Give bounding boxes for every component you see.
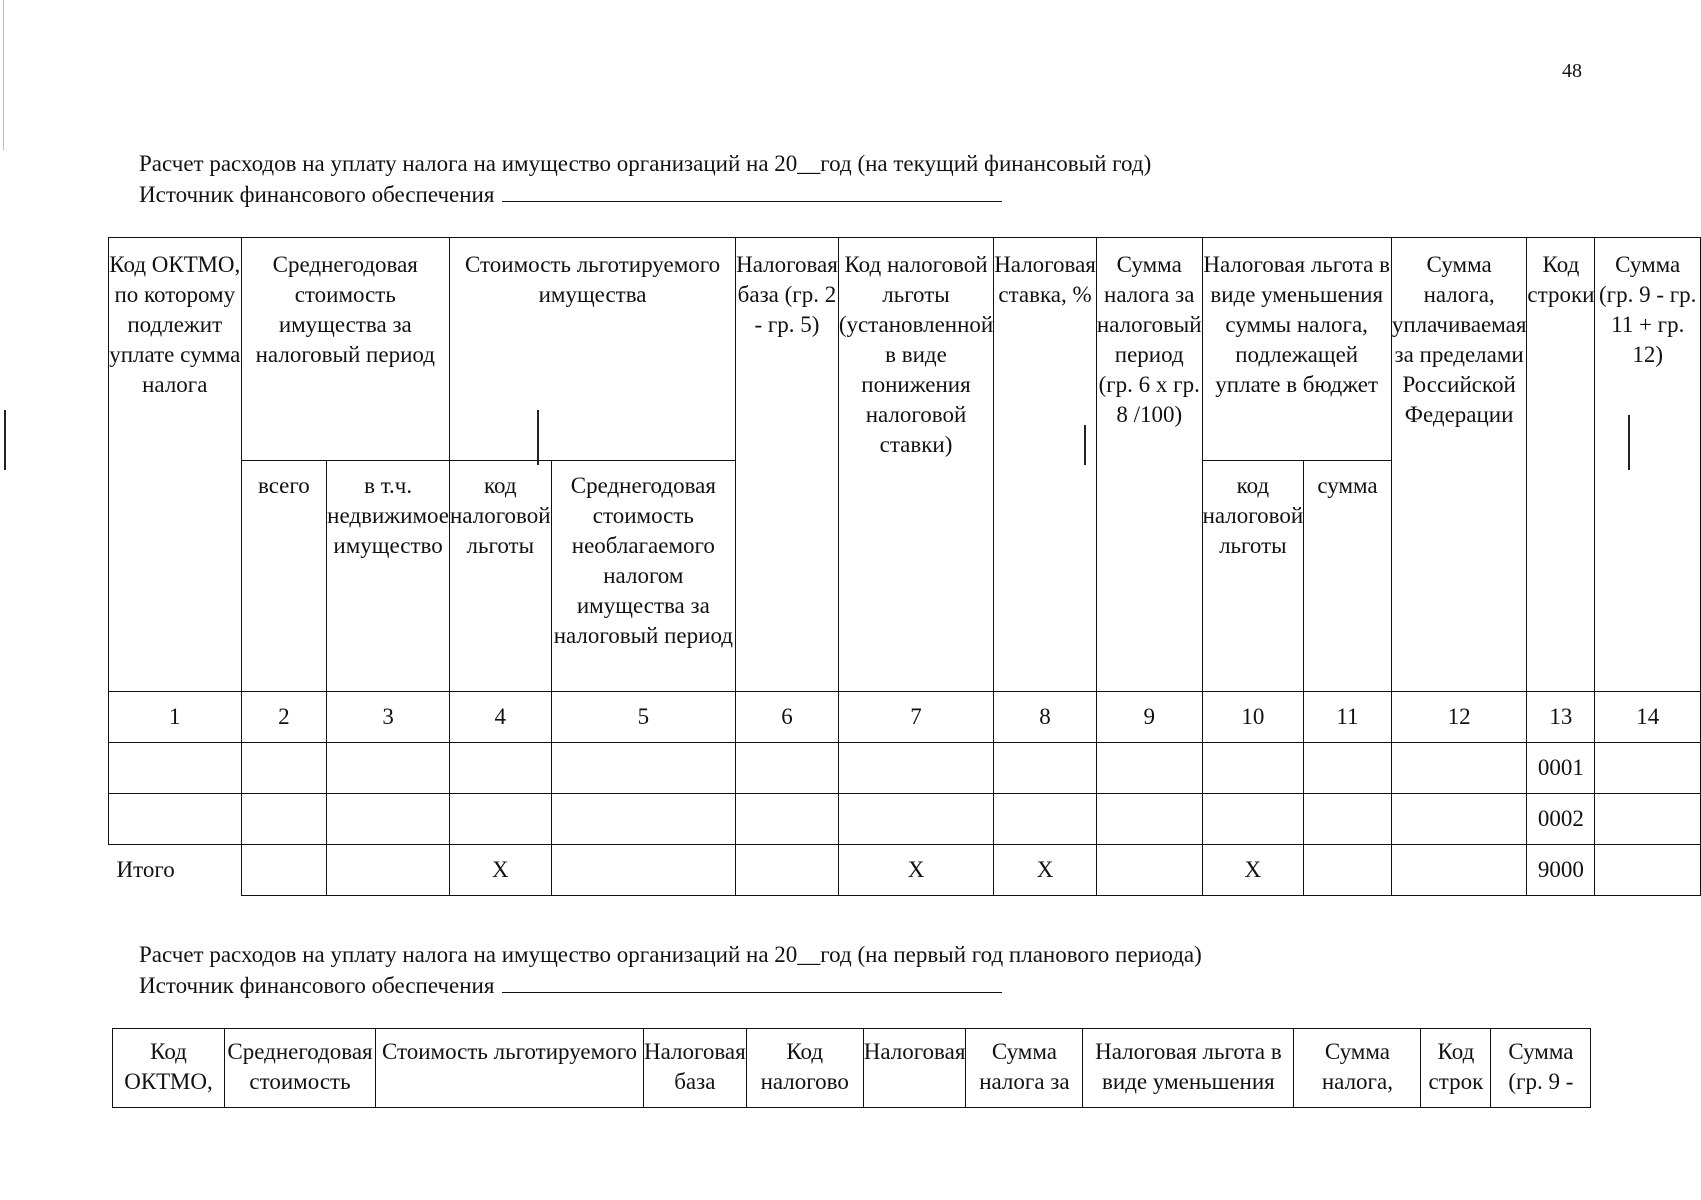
header-non-taxable-value: Среднегодовая стоимость необлагаемого налогом имущества за налоговый период [551, 461, 736, 692]
total-row [109, 845, 1701, 896]
section1-title: Расчет расходов на уплату налога на имущество организаций на 20__год (на текущий финансовый год) [139, 151, 1152, 176]
header-row-code: Код строк [1421, 1029, 1491, 1108]
empty-cell [736, 794, 839, 845]
header-row-code: Код строки [1527, 238, 1595, 692]
empty-cell [1096, 743, 1202, 794]
header-foreign-tax: Сумма налога, уплачиваемая за пределами Российской Федерации [1391, 238, 1527, 692]
section2-title: Расчет расходов на уплату налога на имущество организаций на 20__год (на первый год планового периода) [139, 942, 1202, 967]
column-numbers-row [109, 692, 1701, 743]
header-tax-sum: Сумма налога за налоговый период (гр. 6 х гр. 8 /100) [1096, 238, 1202, 692]
header-avg-value: Среднегодовая стоимость [225, 1029, 376, 1108]
not-applicable-mark: Х [838, 845, 993, 896]
column-number: 1 [109, 692, 242, 743]
empty-cell [1304, 743, 1392, 794]
header-exempt-value: Стоимость льготируемого [376, 1029, 644, 1108]
column-number: 14 [1595, 692, 1701, 743]
empty-cell [241, 845, 327, 896]
source-blank-field [502, 972, 1002, 993]
header-tax-reduction: Налоговая льгота в виде уменьшения [1083, 1029, 1294, 1108]
scan-edge-line [3, 0, 4, 150]
header-benefit-code: код налоговой льготы [450, 461, 552, 692]
source-blank-field [502, 181, 1002, 202]
empty-cell [1096, 794, 1202, 845]
header-reduction-code: код налоговой льготы [1202, 461, 1304, 692]
empty-cell [1202, 743, 1304, 794]
empty-cell [1595, 794, 1701, 845]
empty-cell [736, 743, 839, 794]
empty-cell [1304, 845, 1392, 896]
empty-cell [450, 794, 552, 845]
header-total-sum: Сумма (гр. 9 - [1491, 1029, 1591, 1108]
header-total-sum: Сумма (гр. 9 - гр. 11 + гр. 12) [1595, 238, 1701, 692]
tax-calculation-table [108, 237, 1701, 896]
header-tax-base: Налоговая база (гр. 2 - гр. 5) [736, 238, 839, 692]
header-tax-sum: Сумма налога за [966, 1029, 1083, 1108]
empty-cell [838, 794, 993, 845]
empty-cell [1391, 794, 1527, 845]
scan-mark-table [537, 410, 539, 465]
column-number: 3 [327, 692, 450, 743]
row-code: 0001 [1527, 743, 1595, 794]
column-number: 6 [736, 692, 839, 743]
column-number: 11 [1304, 692, 1392, 743]
header-rate-benefit-code: Код налоговой льготы (установленной в виде понижения налоговой ставки) [838, 238, 993, 692]
empty-cell [1304, 794, 1392, 845]
header-reduction-sum: сумма [1304, 461, 1392, 692]
header-exempt-value: Стоимость льготируемого имущества [450, 238, 736, 461]
empty-cell [1595, 743, 1701, 794]
header-oktmo: Код ОКТМО, по которому подлежит уплате сумма налога [109, 238, 242, 692]
section1-source-line [139, 179, 1151, 210]
section2-source-label: Источник финансового обеспечения [139, 973, 495, 998]
empty-cell [109, 743, 242, 794]
empty-cell [1202, 794, 1304, 845]
section2-source-line [139, 970, 1202, 1001]
empty-cell [109, 794, 242, 845]
column-number: 7 [838, 692, 993, 743]
empty-cell [327, 743, 450, 794]
header-tax-rate: Налоговая [863, 1029, 966, 1108]
scan-mark-table [1084, 425, 1086, 465]
not-applicable-mark: Х [1202, 845, 1304, 896]
section1-heading [139, 148, 1151, 210]
empty-cell [994, 743, 1097, 794]
table-row [109, 743, 1701, 794]
total-label: Итого [116, 857, 175, 883]
empty-cell [551, 743, 736, 794]
not-applicable-mark: Х [450, 845, 552, 896]
header-rate-benefit-code: Код налогово [746, 1029, 863, 1108]
empty-cell [241, 794, 327, 845]
scan-mark-left [4, 410, 6, 470]
empty-cell [551, 794, 736, 845]
empty-cell [736, 845, 839, 896]
header-tax-base: Налоговая база [644, 1029, 747, 1108]
empty-cell [994, 794, 1097, 845]
header-tax-reduction: Налоговая льгота в виде уменьшения суммы налога, подлежащей уплате в бюджет [1202, 238, 1391, 461]
header-real-estate: в т.ч. недвижимое имущество [327, 461, 450, 692]
row-code: 0002 [1527, 794, 1595, 845]
column-number: 2 [241, 692, 327, 743]
not-applicable-mark: Х [994, 845, 1097, 896]
column-number: 12 [1391, 692, 1527, 743]
header-row-top [109, 238, 1701, 461]
empty-cell [1096, 845, 1202, 896]
header-tax-rate: Налоговая ставка, % [994, 238, 1097, 692]
tax-calculation-table-2 [112, 1028, 1591, 1108]
empty-cell [327, 794, 450, 845]
column-number: 5 [551, 692, 736, 743]
empty-cell [1391, 743, 1527, 794]
header-avg-value: Среднегодовая стоимость имущества за налоговый период [241, 238, 449, 461]
header-foreign-tax: Сумма налога, [1294, 1029, 1421, 1108]
table-row [109, 794, 1701, 845]
column-number: 9 [1096, 692, 1202, 743]
page-number: 48 [1562, 60, 1582, 82]
scan-mark-right [1628, 415, 1630, 470]
empty-cell [551, 845, 736, 896]
section1-source-label: Источник финансового обеспечения [139, 182, 495, 207]
empty-cell [327, 845, 450, 896]
empty-cell [1595, 845, 1701, 896]
column-number: 10 [1202, 692, 1304, 743]
empty-cell [838, 743, 993, 794]
header-row-top [113, 1029, 1591, 1108]
column-number: 4 [450, 692, 552, 743]
section2-heading [139, 939, 1202, 1001]
empty-cell [450, 743, 552, 794]
column-number: 8 [994, 692, 1097, 743]
empty-cell [241, 743, 327, 794]
column-number: 13 [1527, 692, 1595, 743]
header-oktmo: Код ОКТМО, [113, 1029, 225, 1108]
header-total: всего [241, 461, 327, 692]
empty-cell [1391, 845, 1527, 896]
total-row-code: 9000 [1527, 845, 1595, 896]
